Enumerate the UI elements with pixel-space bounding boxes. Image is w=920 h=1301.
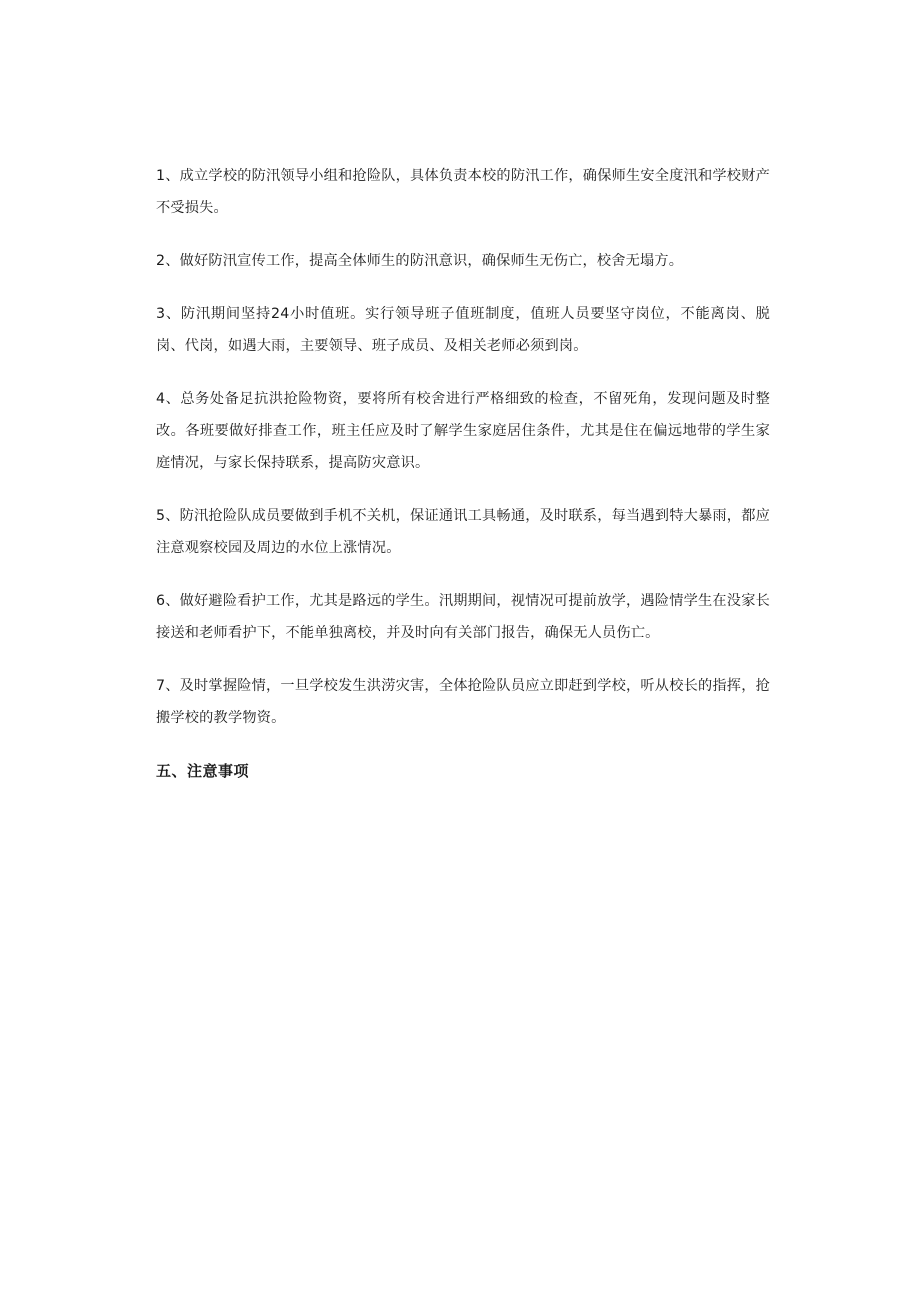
paragraph-item-3: 3、防汛期间坚持24小时值班。实行领导班子值班制度，值班人员要坚守岗位，不能离岗、脱岗、代岗，如遇大雨，主要领导、班子成员、及相关老师必须到岗。: [156, 306, 770, 354]
paragraph-item-5: 5、防汛抢险队成员要做到手机不关机，保证通讯工具畅通，及时联系，每当遇到特大暴雨，都应注意观察校园及周边的水位上涨情况。: [156, 508, 770, 556]
paragraph-item-7: 7、及时掌握险情，一旦学校发生洪涝灾害，全体抢险队员应立即赶到学校，听从校长的指挥，抢搬学校的教学物资。: [156, 678, 770, 726]
document-body: [156, 160, 770, 787]
paragraph-item-6: 6、做好避险看护工作，尤其是路远的学生。汛期期间，视情况可提前放学，遇险情学生在没家长接送和老师看护下，不能单独离校，并及时向有关部门报告，确保无人员伤亡。: [156, 593, 770, 641]
paragraph-item-1: 1、成立学校的防汛领导小组和抢险队，具体负责本校的防汛工作，确保师生安全度汛和学校财产不受损失。: [156, 168, 770, 216]
section-heading: 五、注意事项: [156, 762, 250, 780]
paragraph-item-2: 2、做好防汛宣传工作，提高全体师生的防汛意识，确保师生无伤亡，校舍无塌方。: [156, 253, 684, 269]
paragraph-item-4: 4、总务处备足抗洪抢险物资，要将所有校舍进行严格细致的检查，不留死角，发现问题及时整改。各班要做好排查工作，班主任应及时了解学生家庭居住条件，尤其是住在偏远地带的学生家庭情况，与家长保持联系，提高防灾意识。: [156, 391, 770, 471]
